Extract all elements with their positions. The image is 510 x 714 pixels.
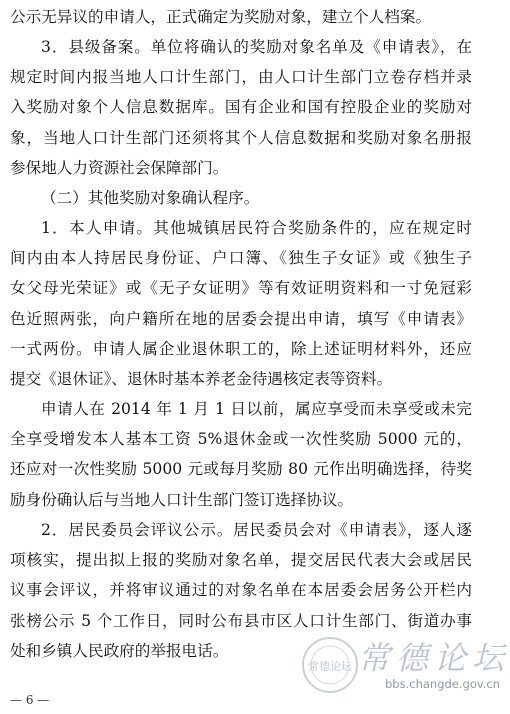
text-line: 张榜公示 5 个工作日，同时公布县市区人口计生部门、街道办事 — [10, 611, 472, 630]
text-line: 提交《退休证》、退休时基本养老金待遇核定表等资料。 — [10, 369, 393, 388]
paragraph — [10, 183, 472, 213]
text-line: 全享受增发本人基本工资 5%退休金或一次性奖励 5000 元的， — [10, 430, 472, 449]
watermark-seal-text: 常德论坛 — [308, 660, 352, 673]
text-line: 规定时间内报当地人口计生部门，由人口计生部门立卷存档并录 — [10, 68, 472, 87]
text-line: 象，当地人口计生部门还须将其个人信息数据和奖励对象名册报 — [10, 128, 472, 147]
text-line: 2．居民委员会评议公示。居民委员会对《申请表》，逐人逐 — [41, 521, 472, 539]
text-line: 一式两份。申请人属企业退休职工的，除上述证明材料外，还应 — [10, 339, 472, 358]
text-line: 处和乡镇人民政府的举报电话。 — [10, 641, 229, 660]
text-line: 1．本人申请。其他城镇居民符合奖励条件的，应在规定时 — [41, 219, 472, 237]
watermark-url: bbs.changde.gov.cn — [385, 677, 501, 691]
paragraph — [10, 2, 472, 32]
text-line: 3．县级备案。单位将确认的奖励对象名单及《申请表》，在 — [41, 38, 472, 56]
text-line: 间内由本人持居民身份证、户口簿、《独生子女证》或《独生子 — [10, 249, 472, 268]
text-line: 色近照两张，向户籍所在地的居委会提出申请，填写《申请表》 — [10, 309, 472, 328]
text-line: 申请人在 2014 年 1 月 1 日以前，属应享受而未享受或未完 — [41, 400, 472, 418]
site-watermark — [300, 633, 510, 713]
watermark-title: 常德论坛 — [358, 639, 510, 677]
text-line: 入奖励对象个人信息数据库。国有企业和国有控股企业的奖励对 — [10, 98, 472, 117]
text-line: 议事会评议，并将审议通过的对象名单在本居委会居务公开栏内 — [10, 581, 472, 600]
text-line: 项核实，提出拟上报的奖励对象名单，提交居民代表大会或居民 — [10, 551, 472, 570]
text-line: 女父母光荣证》或《无子女证明》等有效证明资料和一寸免冠彩 — [10, 279, 472, 298]
text-line: （二）其他奖励对象确认程序。 — [41, 189, 260, 207]
paragraph — [10, 213, 472, 394]
watermark-seal-icon — [300, 635, 360, 695]
paragraph — [10, 32, 472, 183]
text-line: 还应对一次性奖励 5000 元或每月奖励 80 元作出明确选择，待奖 — [10, 460, 472, 479]
text-line: 励身份确认后与当地人口计生部门签订选择协议。 — [10, 490, 354, 509]
page-number: — 6 — — [10, 693, 50, 707]
text-line: 公示无异议的申请人，正式确定为奖励对象，建立个人档案。 — [10, 8, 432, 26]
paragraph — [10, 394, 472, 515]
text-line: 参保地人力资源社会保障部门。 — [10, 158, 229, 177]
